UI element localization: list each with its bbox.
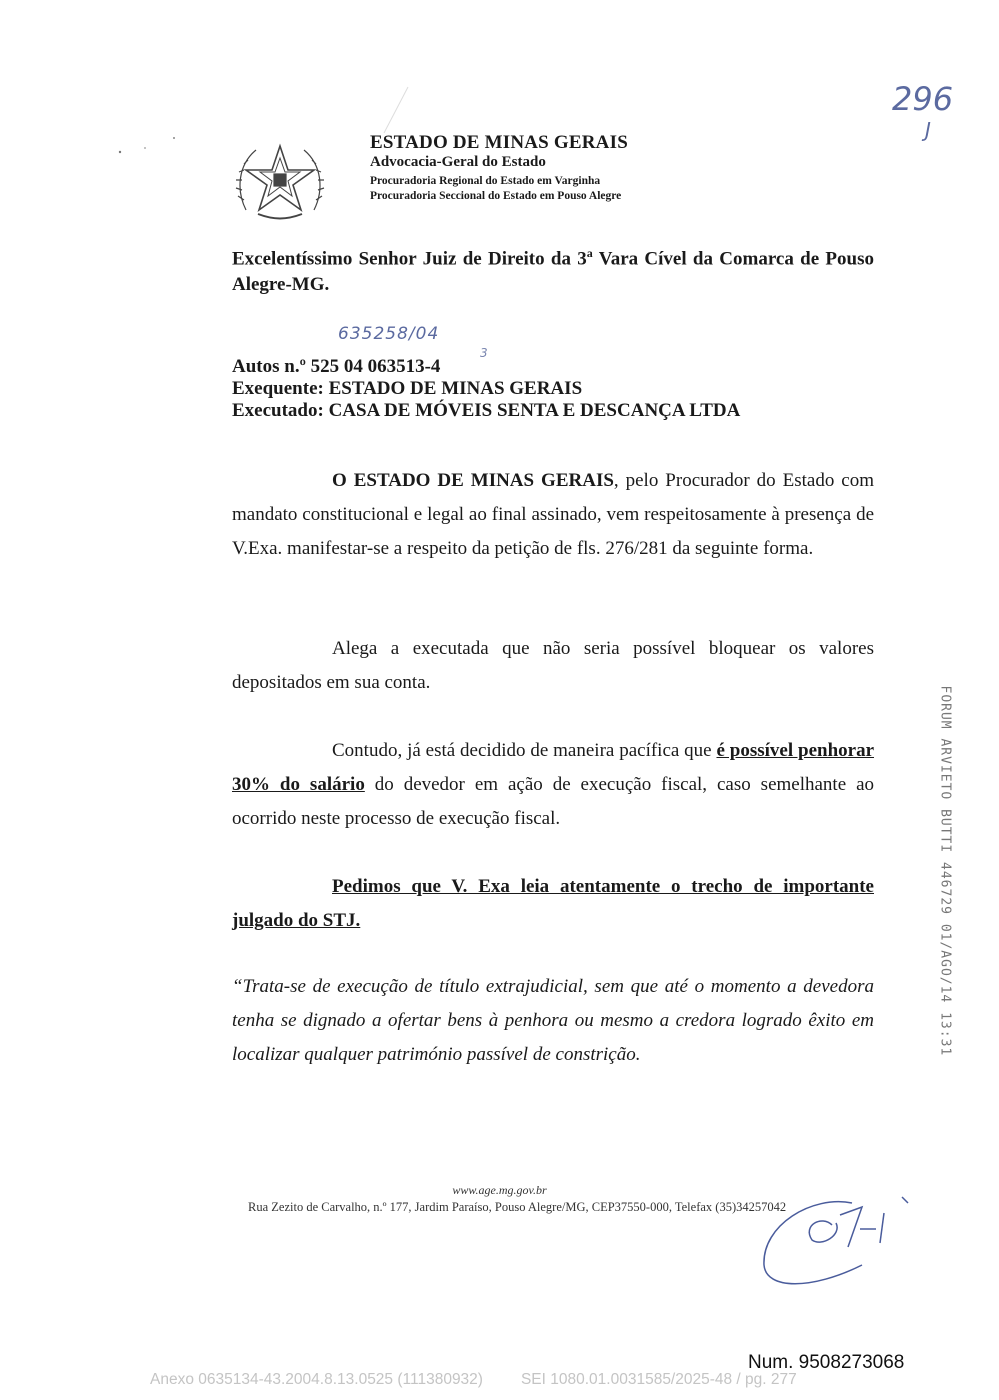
document-number: Num. 9508273068	[748, 1352, 905, 1373]
addressee-text-end: Vara Cível da Comarca de Pouso Alegre-MG.	[232, 248, 874, 296]
footer-address: Rua Zezito de Carvalho, n.º 177, Jardim Paraíso, Pouso Alegre/MG, CEP37550-000, Telefax (35)34257042	[248, 1200, 787, 1214]
paragraph-argument-highlight: é possível penhorar 30% do salário	[232, 740, 874, 795]
court-receipt-stamp	[935, 685, 955, 1057]
paragraph-introduction-lead: O ESTADO DE MINAS GERAIS	[332, 470, 614, 491]
case-executado: Executado: CASA DE MÓVEIS SENTA E DESCANÇA LTDA	[232, 400, 741, 421]
scan-line	[380, 85, 410, 135]
handwritten-page-mark: J	[925, 118, 931, 142]
addressee-text-start: Excelentíssimo Senhor Juiz de Direito da 3	[232, 248, 587, 270]
signature-icon	[752, 1185, 922, 1295]
paragraph-request	[232, 870, 874, 938]
footer-website: www.age.mg.gov.br	[452, 1183, 547, 1197]
paragraph-allegation	[232, 632, 874, 700]
court-receipt-stamp-text: FORUM ARVIETO BUTTI 446729 01/AGO/14 13:31	[937, 685, 953, 1057]
annex-process-number: Anexo 0635134-43.2004.8.13.0525 (111380932)	[150, 1371, 483, 1388]
handwritten-case-number: 635258/04	[338, 324, 440, 344]
paragraph-argument	[232, 734, 874, 836]
addressee-ordinal: a	[586, 246, 593, 260]
addressee	[232, 240, 874, 298]
annex-sei-page: SEI 1080.01.0031585/2025-48 / pg. 277	[520, 1371, 797, 1388]
annex-reference	[150, 1371, 930, 1389]
header-subtitle-seccional: Procuradoria Seccional do Estado em Pouso Alegre	[370, 190, 622, 202]
coat-of-arms-icon	[234, 140, 326, 222]
paragraph-allegation-text: Alega a executada que não seria possível bloquear os valores depositados em sua conta.	[232, 638, 874, 693]
paragraph-introduction-rest: , pelo Procurador do Estado com mandato constitucional e legal ao final assinado, vem respeitosamente à presença de V.Exa. manifestar-se a respeito da petição de fls. 276/281 da seguinte forma.	[232, 470, 874, 559]
header-subtitle-agency: Advocacia-Geral do Estado	[370, 154, 546, 170]
paragraph-argument-start: Contudo, já está decidido de maneira pacífica que	[332, 740, 717, 761]
quote-stj: “Trata-se de execução de título extrajudicial, sem que até o momento a devedora tenha se dignado a ofertar bens à penhora ou mesmo a credora logrado êxito em localizar qualquer património passível de constrição.	[232, 976, 874, 1065]
scan-specks	[100, 130, 180, 170]
handwritten-case-superscript: 3	[480, 346, 488, 360]
case-exequente: Exequente: ESTADO DE MINAS GERAIS	[232, 378, 583, 399]
handwritten-page-number: 296	[892, 80, 954, 118]
header-subtitle-regional: Procuradoria Regional do Estado em Varginha	[370, 175, 601, 187]
header-title: ESTADO DE MINAS GERAIS	[370, 132, 628, 153]
paragraph-request-text: Pedimos que V. Exa leia atentamente o trecho de importante julgado do STJ.	[232, 876, 874, 931]
paragraph-introduction	[232, 464, 874, 566]
paragraph-argument-end: do devedor em ação de execução fiscal, caso semelhante ao ocorrido neste processo de execução fiscal.	[232, 774, 875, 829]
case-autos: Autos n.º 525 04 063513-4	[232, 356, 441, 377]
